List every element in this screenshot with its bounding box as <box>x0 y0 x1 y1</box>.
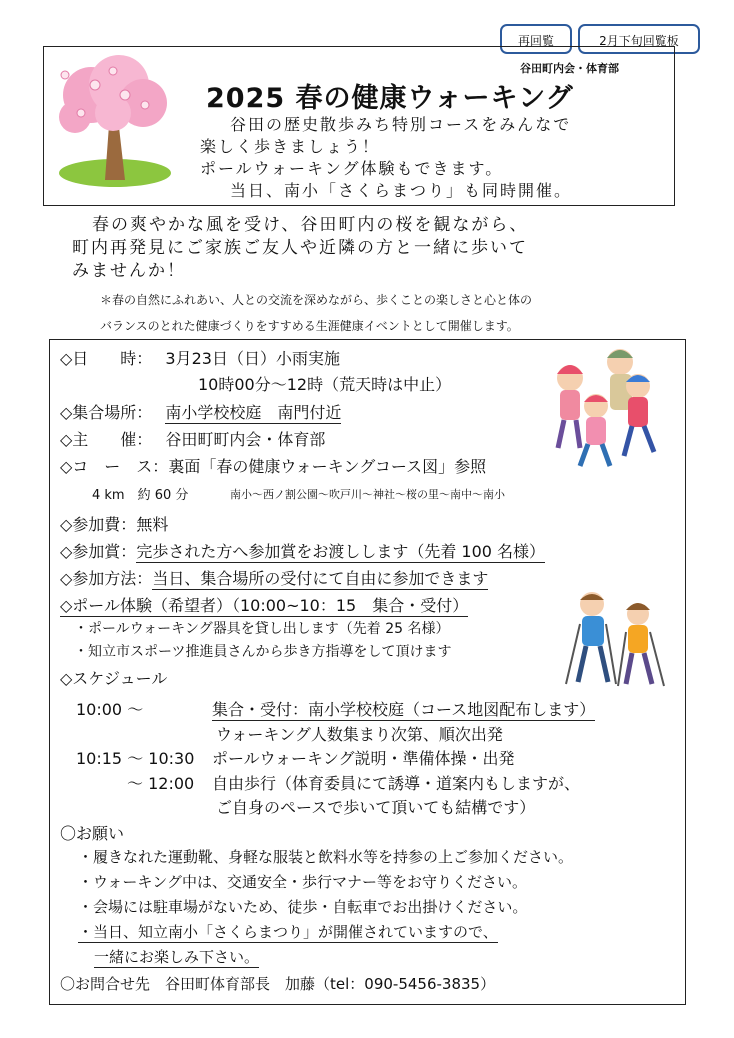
date-row <box>60 346 340 369</box>
course-label: ◇コ ー ス： <box>60 457 169 476</box>
place-row <box>60 400 341 423</box>
pole-row <box>60 593 468 616</box>
host-row <box>60 427 325 450</box>
prize-row <box>60 539 545 562</box>
note-text <box>100 287 532 339</box>
request-5: 一緒にお楽しみ下さい。 <box>94 948 260 966</box>
host-value: 谷田町町内会・体育部 <box>165 430 326 449</box>
schedule-text-1: 集合・受付：南小学校校庭（コース地図配布します） <box>212 700 596 719</box>
schedule-time-1: 10:00 ～ <box>76 700 144 719</box>
request-3: ・会場には駐車場がないため、徒歩・自転車でお出掛けください。 <box>78 898 528 916</box>
host-label: ◇主 催： <box>60 430 153 449</box>
note-line-1: ＊春の自然にふれあい、人との交流を深めながら、歩くことの楽しさと心と体の <box>100 293 533 307</box>
time-value: 10時00分～12時（荒天時は中止） <box>198 375 452 394</box>
intro-line-1: 谷田の歴史散歩みち特別コースをみんなで <box>230 115 572 134</box>
note-line-2: バランスのとれた健康づくりをすすめる生涯健康イベントとして開催します。 <box>100 319 519 333</box>
intro-line-4: 当日、南小「さくらまつり」も同時開催。 <box>230 181 573 200</box>
schedule-text-5: ご自身のペースで歩いて頂いても結構です） <box>216 798 536 817</box>
lead-text <box>72 214 528 283</box>
place-value: 南小学校校庭 南門付近 <box>165 403 342 422</box>
date-value: 3月23日（日）小雨実施 <box>165 349 340 368</box>
place-label: ◇集合場所： <box>60 403 153 422</box>
schedule-text-2: ウォーキング人数集まり次第、順次出発 <box>216 725 503 744</box>
intro-text <box>200 114 572 202</box>
requests-label: 〇お願い <box>60 824 125 843</box>
pole-item-2: ・知立市スポーツ推進員さんから歩き方指導をして頂けます <box>74 644 452 660</box>
pole-label: ◇ポール体験（希望者）（10:00~10：15 集合・受付） <box>60 596 469 615</box>
walking-family-icon <box>540 340 660 470</box>
pole-item-1: ・ポールウォーキング器具を貸し出します（先着 25 名様） <box>74 621 450 637</box>
contact-info: 〇お問合せ先 谷田町体育部長 加藤（tel：090-5456-3835） <box>60 975 496 993</box>
fee-label: ◇参加費： <box>60 515 137 534</box>
lead-line-2: 町内再発見にご家族ご友人や近隣の方と一緒に歩いて <box>72 238 528 258</box>
course-value: 裏面「春の健康ウォーキングコース図」参照 <box>168 457 487 476</box>
request-4: ・当日、知立南小「さくらまつり」が開催されていますので、 <box>78 923 498 941</box>
course-row <box>60 454 486 477</box>
period-tag: 2月下旬回覧板 <box>578 24 700 54</box>
lead-line-1: 春の爽やかな風を受け、谷田町内の桜を観ながら、 <box>92 215 529 235</box>
course-distance: 4 km 約 60 分 <box>92 488 189 503</box>
request-2: ・ウォーキング中は、交通安全・歩行マナー等をお守りください。 <box>78 873 527 891</box>
prize-value: 完歩された方へ参加賞をお渡しします（先着 100 名様） <box>136 542 546 561</box>
date-label: ◇日 時： <box>60 349 153 368</box>
page-title: 2025 春の健康ウォーキング <box>206 83 574 114</box>
prize-label: ◇参加賞： <box>60 542 137 561</box>
schedule-text-4: 自由歩行（体育委員にて誘導・道案内もしますが、 <box>212 774 581 793</box>
fee-row <box>60 512 168 535</box>
lead-line-3: みませんか！ <box>72 261 186 281</box>
cherry-blossom-tree-icon <box>55 55 175 195</box>
method-label: ◇参加方法： <box>60 569 153 588</box>
method-row <box>60 566 488 589</box>
intro-line-2: 楽しく歩きましょう！ <box>200 137 381 156</box>
schedule-text-3: ポールウォーキング説明・準備体操・出発 <box>212 749 515 768</box>
repost-tag: 再回覧 <box>500 24 572 54</box>
request-1: ・履きなれた運動靴、身軽な服装と飲料水等を持参の上ご参加ください。 <box>78 848 574 866</box>
pole-walking-kids-icon <box>560 588 670 688</box>
fee-value: 無料 <box>136 515 169 534</box>
schedule-time-4: ～ 12:00 <box>127 774 195 793</box>
organizer: 谷田町内会・体育部 <box>520 62 619 75</box>
schedule-time-3: 10:15 ～ 10:30 <box>76 749 195 768</box>
course-route: 南小～西ノ割公園～吹戸川～神社～桜の里～南中～南小 <box>230 488 505 501</box>
schedule-label: ◇スケジュール <box>60 669 168 688</box>
intro-line-3: ポールウォーキング体験もできます。 <box>200 159 504 178</box>
method-value: 当日、集合場所の受付にて自由に参加できます <box>152 569 489 588</box>
